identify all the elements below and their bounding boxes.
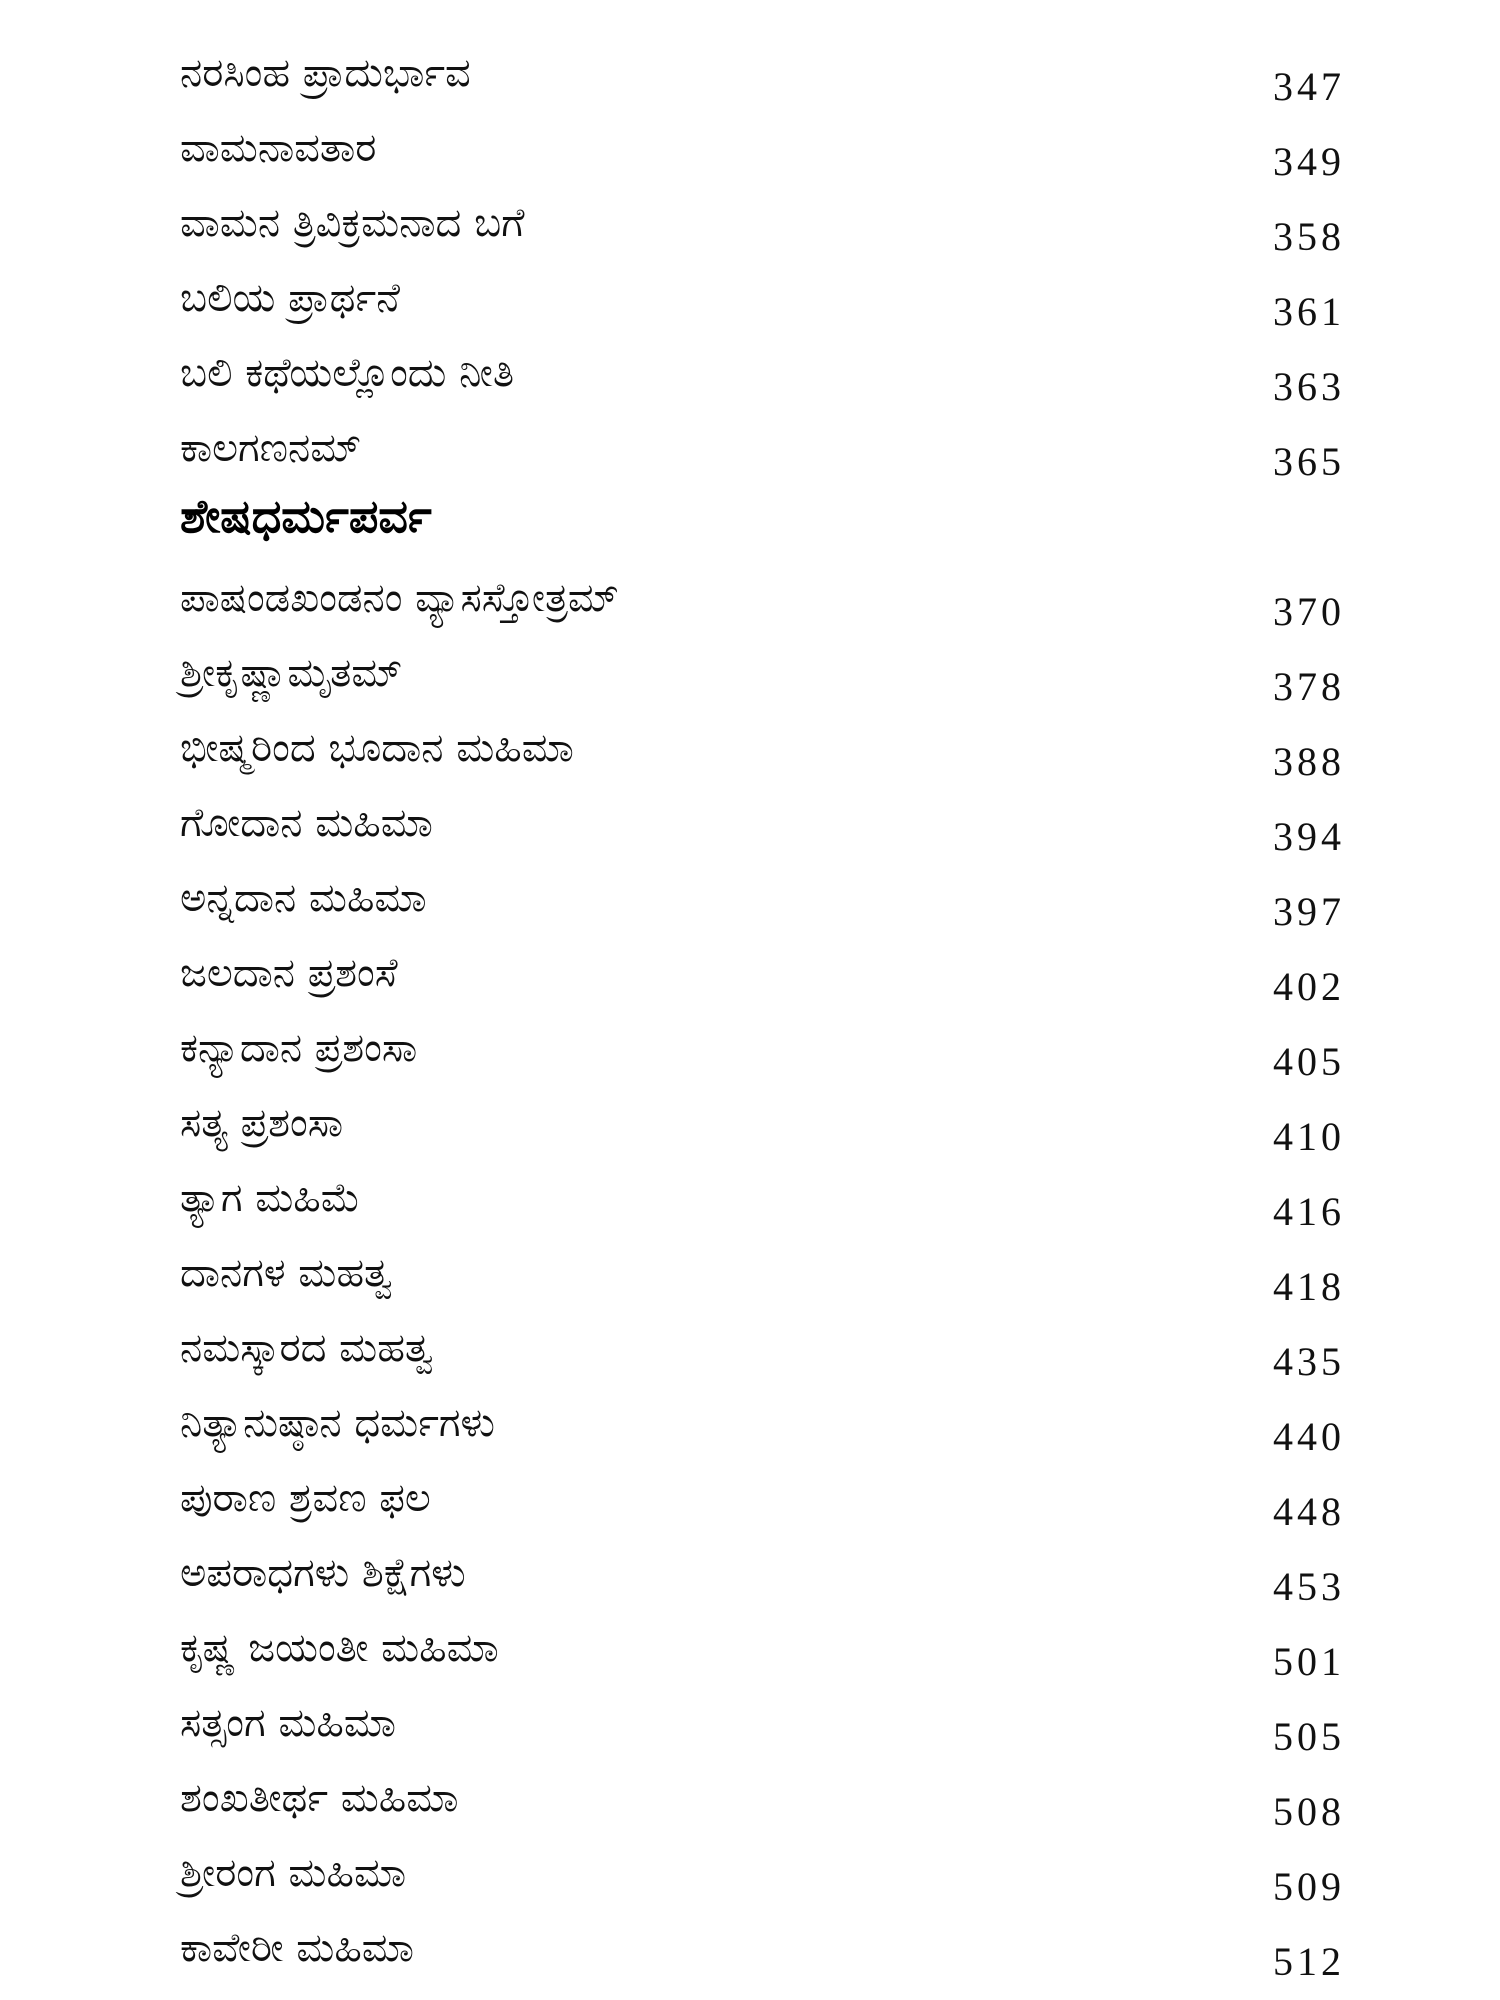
entry-title: ನಮಸ್ಕಾರದ ಮಹತ್ವ [180, 1325, 434, 1371]
entry-title: ನಿತ್ಯಾನುಷ್ಠಾನ ಧರ್ಮಗಳು [180, 1400, 495, 1446]
toc-entry [180, 1392, 1345, 1459]
toc-entry [180, 567, 1345, 634]
entry-page-number: 349 [1273, 139, 1345, 184]
entry-title: ಬಲಿಯ ಪ್ರಾರ್ಥನೆ [180, 275, 401, 321]
entry-title: ಕಾಲಗಣನಮ್ [180, 425, 362, 471]
entry-page-number: 347 [1273, 64, 1345, 109]
entry-title: ಪುರಾಣ ಶ್ರವಣ ಫಲ [180, 1475, 431, 1521]
entry-title: ವಾಮನ ತ್ರಿವಿಕ್ರಮನಾದ ಬಗೆ [180, 200, 525, 246]
entry-page-number: 358 [1273, 214, 1345, 259]
entry-page-number: 410 [1273, 1114, 1345, 1159]
entry-page-number: 405 [1273, 1039, 1345, 1084]
toc-entry [180, 867, 1345, 934]
entry-page-number: 361 [1273, 289, 1345, 334]
entry-title: ಕನ್ಯಾದಾನ ಪ್ರಶಂಸಾ [180, 1025, 418, 1071]
toc-entry [180, 267, 1345, 334]
entry-page-number: 363 [1273, 364, 1345, 409]
toc-entry [180, 417, 1345, 484]
entry-page-number: 402 [1273, 964, 1345, 1009]
entry-page-number: 435 [1273, 1339, 1345, 1384]
entry-title: ಅನ್ನದಾನ ಮಹಿಮಾ [180, 875, 427, 921]
entry-page-number: 394 [1273, 814, 1345, 859]
entry-title: ನರಸಿಂಹ ಪ್ರಾದುರ್ಭಾವ [180, 50, 471, 96]
entry-title: ಜಲದಾನ ಪ್ರಶಂಸೆ [180, 950, 398, 996]
toc-entry [180, 942, 1345, 1009]
toc-entry [180, 117, 1345, 184]
entry-title: ಶ್ರೀಕೃಷ್ಣಾಮೃತಮ್ [180, 650, 403, 696]
entry-page-number: 397 [1273, 889, 1345, 934]
entry-page-number: 378 [1273, 664, 1345, 709]
entry-title: ಅಪರಾಧಗಳು ಶಿಕ್ಷೆಗಳು [180, 1550, 466, 1596]
toc-entry [180, 717, 1345, 784]
toc-entry [180, 1917, 1345, 1984]
toc-entry [180, 1467, 1345, 1534]
entry-page-number: 501 [1273, 1639, 1345, 1684]
entry-page-number: 418 [1273, 1264, 1345, 1309]
entry-title: ಭೀಷ್ಮರಿಂದ ಭೂದಾನ ಮಹಿಮಾ [180, 725, 574, 771]
entry-title: ಸತ್ಸಂಗ ಮಹಿಮಾ [180, 1700, 397, 1746]
toc-entry [180, 1542, 1345, 1609]
entry-page-number: 509 [1273, 1864, 1345, 1909]
entry-page-number: 505 [1273, 1714, 1345, 1759]
entry-page-number: 448 [1273, 1489, 1345, 1534]
toc-entry [180, 1242, 1345, 1309]
toc-entry [180, 1692, 1345, 1759]
toc-entry [180, 1317, 1345, 1384]
entry-title: ಕಾವೇರೀ ಮಹಿಮಾ [180, 1925, 414, 1971]
toc-entry [180, 42, 1345, 109]
entry-page-number: 512 [1273, 1939, 1345, 1984]
entry-title: ಗೋದಾನ ಮಹಿಮಾ [180, 800, 433, 846]
toc-entry [180, 1842, 1345, 1909]
toc-entry [180, 642, 1345, 709]
entry-page-number: 388 [1273, 739, 1345, 784]
toc-entry [180, 1767, 1345, 1834]
toc-entry [180, 192, 1345, 259]
entry-title: ಬಲಿ ಕಥೆಯಲ್ಲೊಂದು ನೀತಿ [180, 350, 515, 396]
entry-page-number: 416 [1273, 1189, 1345, 1234]
entry-title: ಕೃಷ್ಣ ಜಯಂತೀ ಮಹಿಮಾ [180, 1625, 499, 1671]
entry-title: ದಾನಗಳ ಮಹತ್ವ [180, 1250, 393, 1296]
entry-page-number: 508 [1273, 1789, 1345, 1834]
toc-entry [180, 1017, 1345, 1084]
toc-entry [180, 1617, 1345, 1684]
entry-page-number: 440 [1273, 1414, 1345, 1459]
section-heading: ಶೇಷಧರ್ಮಪರ್ವ [180, 489, 432, 543]
entry-title: ಶ್ರೀರಂಗ ಮಹಿಮಾ [180, 1850, 407, 1896]
entry-title: ತ್ಯಾಗ ಮಹಿಮೆ [180, 1175, 361, 1221]
entry-title: ಸತ್ಯ ಪ್ರಶಂಸಾ [180, 1100, 344, 1146]
entry-title: ಶಂಖತೀರ್ಥ ಮಹಿಮಾ [180, 1775, 459, 1821]
entry-page-number: 453 [1273, 1564, 1345, 1609]
toc-entry [180, 342, 1345, 409]
toc-entry [180, 1092, 1345, 1159]
entry-title: ಪಾಷಂಡಖಂಡನಂ ವ್ಯಾಸಸ್ತೋತ್ರಮ್ [180, 575, 619, 621]
entry-page-number: 370 [1273, 589, 1345, 634]
entry-page-number: 365 [1273, 439, 1345, 484]
entry-title: ವಾಮನಾವತಾರ [180, 125, 377, 171]
toc-entry [180, 792, 1345, 859]
toc-entry [180, 1167, 1345, 1234]
